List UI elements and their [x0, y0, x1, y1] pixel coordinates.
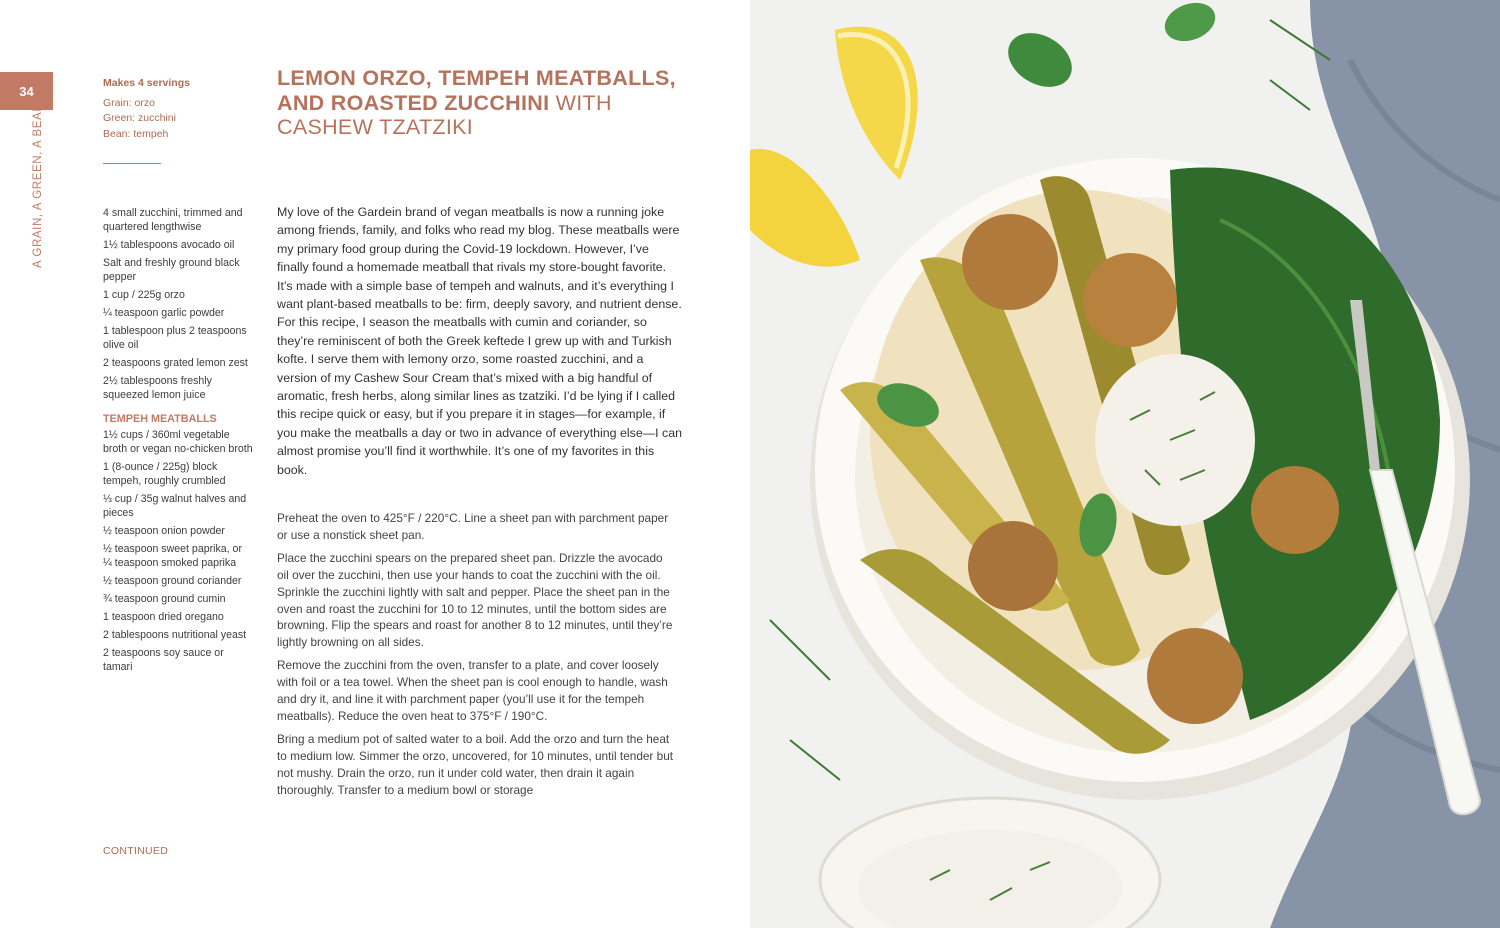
recipe-intro: [277, 203, 682, 479]
meatball-ingredient-item: 2 tablespoons nutritional yeast: [103, 629, 247, 641]
meatball-ingredient-item: 1½ cups / 360ml vegetable broth or vegan no-chicken broth: [103, 429, 253, 455]
food-photo-illustration: [750, 0, 1500, 928]
recipe-photo: [750, 0, 1500, 928]
recipe-steps: [277, 510, 677, 805]
chapter-side-label: A GRAIN, A GREEN, A BEAN: [32, 102, 44, 268]
ingredient-item: 1½ tablespoons avocado oil: [103, 239, 235, 251]
meatball: [1251, 466, 1339, 554]
ingredient-item: 2½ tablespoons freshly squeezed lemon juice: [103, 375, 212, 401]
meatballs-heading: TEMPEH MEATBALLS: [103, 413, 217, 425]
ingredient-list: [103, 206, 253, 678]
meatball-ingredient-item: 2 teaspoons soy sauce or tamari: [103, 647, 224, 673]
meatball-ingredient-item: ¾ teaspoon ground cumin: [103, 593, 226, 605]
step-paragraph: Place the zucchini spears on the prepared sheet pan. Drizzle the avocado oil over the zucchini, then use your hands to coat the zucchini with the oil. Sprinkle the zucchini lightly with salt and pepper. Place the sheet pan in the oven and roast the zucchini for 10 to 12 minutes, until the bottom sides are browning. Flip the spears and roast for another 8 to 12 minutes, until they’re lightly browning on all sides.: [277, 550, 673, 650]
meatball-ingredient-item: ⅓ cup / 35g walnut halves and pieces: [103, 493, 247, 519]
meta-divider: [103, 163, 161, 164]
meta-bean: Bean: tempeh: [103, 127, 169, 140]
meta-green: Green: zucchini: [103, 112, 176, 124]
meatball: [968, 521, 1058, 611]
step-paragraph: Preheat the oven to 425°F / 220°C. Line a sheet pan with parchment paper or use a nonstick sheet pan.: [277, 511, 669, 542]
ingredient-item: 4 small zucchini, trimmed and quartered lengthwise: [103, 207, 243, 233]
meatball-ingredient-item: 1 (8-ounce / 225g) block tempeh, roughly crumbled: [103, 461, 226, 487]
meatball: [962, 214, 1058, 310]
recipe-title-bold: LEMON ORZO, TEMPEH MEATBALLS, AND ROASTED ZUCCHINI: [277, 66, 676, 115]
meatball-ingredient-item: ½ teaspoon ground coriander: [103, 575, 242, 587]
ingredient-item: Salt and freshly ground black pepper: [103, 257, 240, 283]
meatball-ingredient-item: ½ teaspoon onion powder: [103, 525, 225, 537]
recipe-title-subtitle: CASHEW TZATZIKI: [277, 115, 474, 139]
ingredient-item: ¼ teaspoon garlic powder: [103, 307, 225, 319]
servings: Makes 4 servings: [103, 77, 190, 89]
page-number: 34: [0, 72, 53, 110]
ingredient-item: 1 cup / 225g orzo: [103, 289, 185, 301]
meta-grain: Grain: orzo: [103, 96, 155, 109]
recipe-title-with: WITH: [555, 90, 612, 115]
meatball-ingredient-item: ½ teaspoon sweet paprika, or ¼ teaspoon smoked paprika: [103, 543, 242, 569]
recipe-meta: [103, 76, 190, 142]
continued-label: CONTINUED: [103, 845, 169, 857]
meatball-ingredient-item: 1 teaspoon dried oregano: [103, 611, 224, 623]
recipe-title: [277, 66, 697, 140]
tzatziki: [1095, 354, 1255, 526]
ingredient-item: 2 teaspoons grated lemon zest: [103, 357, 248, 369]
intro-paragraph: My love of the Gardein brand of vegan meatballs is now a running joke among friends, family, and folks who read my blog. These meatballs were my primary food group during the Covid-19 lockdown. However, I’ve finally found a homemade meatball that rivals my store-bought favorite. It’s made with a simple base of tempeh and walnuts, and it’s everything I want plant-based meatballs to be: firm, deeply savory, and nutrient dense. For this recipe, I season the meatballs with cumin and coriander, so they’re reminiscent of both the Greek keftede I grew up with and Turkish kofte. I serve them with lemony orzo, some roasted zucchini, and a version of my Cashew Sour Cream that’s mixed with a big handful of aromatic, fresh herbs, along similar lines as tzatziki. I’d be lying if I called this recipe quick or easy, but if you prepare it in stages—for example, if you make the meatballs a day or two in advance of everything else—I can almost promise you’ll find it worthwhile. It’s one of my favorites in this book.: [277, 205, 682, 477]
ingredient-item: 1 tablespoon plus 2 teaspoons olive oil: [103, 325, 247, 351]
step-paragraph: Remove the zucchini from the oven, transfer to a plate, and cover loosely with foil or a tea towel. When the sheet pan is cool enough to handle, wash and dry it, and line it with parchment paper (you’ll use it for the tempeh meatballs). Reduce the oven heat to 375°F / 190°C.: [277, 658, 668, 723]
meatball: [1083, 253, 1177, 347]
step-paragraph: Bring a medium pot of salted water to a boil. Add the orzo and turn the heat to medium low. Simmer the orzo, uncovered, for 10 minutes, until tender but not mushy. Drain the orzo, run it under cold water, then drain it again thoroughly. Transfer to a medium bowl or storage: [277, 731, 674, 797]
meatball: [1147, 628, 1243, 724]
